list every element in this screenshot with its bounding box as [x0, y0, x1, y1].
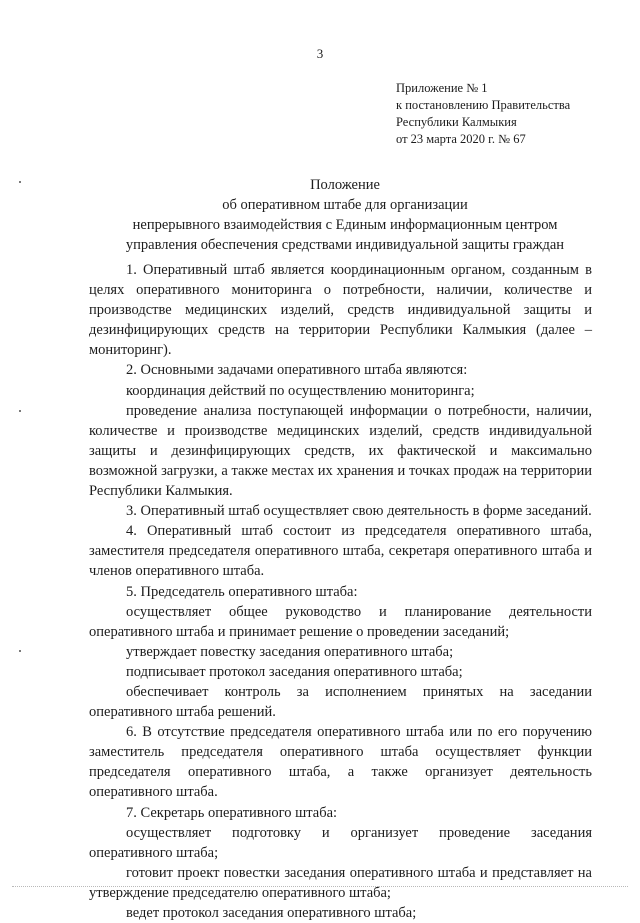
- paragraph-6: 4. Оперативный штаб состоит из председателя оперативного штаба, заместителя председателя оперативного штаба, секретаря оперативного штаба и членов оперативного штаба.: [89, 523, 592, 580]
- paragraph-8: осуществляет общее руководство и планирование деятельности оперативного штаба и принимает решение о проведении заседаний;: [89, 603, 592, 640]
- paragraph-5: 3. Оперативный штаб осуществляет свою деятельность в форме заседаний.: [126, 503, 592, 520]
- scan-speck: [19, 650, 21, 652]
- appendix-title: Приложение № 1: [396, 81, 488, 95]
- paragraph-16: ведет протокол заседания оперативного штаба;: [126, 905, 417, 921]
- scan-speck: [19, 181, 21, 183]
- appendix-block: [396, 80, 570, 148]
- scan-bottom-edge: [12, 886, 628, 887]
- page-number: 3: [316, 46, 324, 61]
- heading-title: Положение: [310, 177, 380, 193]
- paragraph-13: 7. Секретарь оперативного штаба:: [126, 804, 338, 821]
- scan-speck: [19, 410, 21, 412]
- paragraph-2: 2. Основными задачами оперативного штаба являются:: [126, 362, 468, 379]
- heading-subtitle-3: управления обеспечения средствами индивидуальной защиты граждан: [125, 237, 565, 253]
- paragraph-11: обеспечивает контроль за исполнением принятых на заседании оперативного штаба решений.: [89, 683, 592, 721]
- heading-subtitle-2: непрерывного взаимодействия с Единым информационным центром: [132, 217, 558, 233]
- paragraph-14: осуществляет подготовку и организует проведение заседания оперативного штаба;: [89, 824, 592, 861]
- paragraph-15: готовит проект повестки заседания оперативного штаба и представляет на утверждение председателю оперативного штаба;: [89, 864, 592, 901]
- appendix-reference: к постановлению Правительства: [396, 98, 571, 112]
- paragraph-1: 1. Оперативный штаб является координационным органом, созданным в целях оперативного мониторинга о потребности, наличии, количестве и производстве медицинских изделий, средств индивидуальной защиты и дезинфицирующих средств на территории Республики Калмыкия (далее – мониторинг).: [89, 262, 592, 359]
- document-heading: [60, 175, 630, 255]
- appendix-date: от 23 марта 2020 г. № 67: [396, 132, 526, 146]
- paragraph-10: подписывает протокол заседания оперативного штаба;: [126, 663, 463, 680]
- document-body: [89, 260, 592, 923]
- heading-subtitle-1: об оперативном штабе для организации: [222, 197, 468, 213]
- appendix-republic: Республики Калмыкия: [396, 115, 517, 129]
- paragraph-7: 5. Председатель оперативного штаба:: [126, 583, 358, 600]
- paragraph-9: утверждает повестку заседания оперативного штаба;: [126, 643, 454, 660]
- paragraph-12: 6. В отсутствие председателя оперативного штаба или по его поручению заместитель председателя оперативного штаба осуществляет функции председателя оперативного штаба, а также организует деятельность оперативного штаба.: [89, 724, 592, 801]
- paragraph-4: проведение анализа поступающей информации о потребности, наличии, количестве и производстве медицинских изделий, средств индивидуальной защиты и дезинфицирующих средств, их фактической и максимально возможной загрузки, а также местах их хранения и точках продаж на территории Республики Калмыкия.: [89, 402, 592, 500]
- paragraph-3: координация действий по осуществлению мониторинга;: [126, 382, 475, 399]
